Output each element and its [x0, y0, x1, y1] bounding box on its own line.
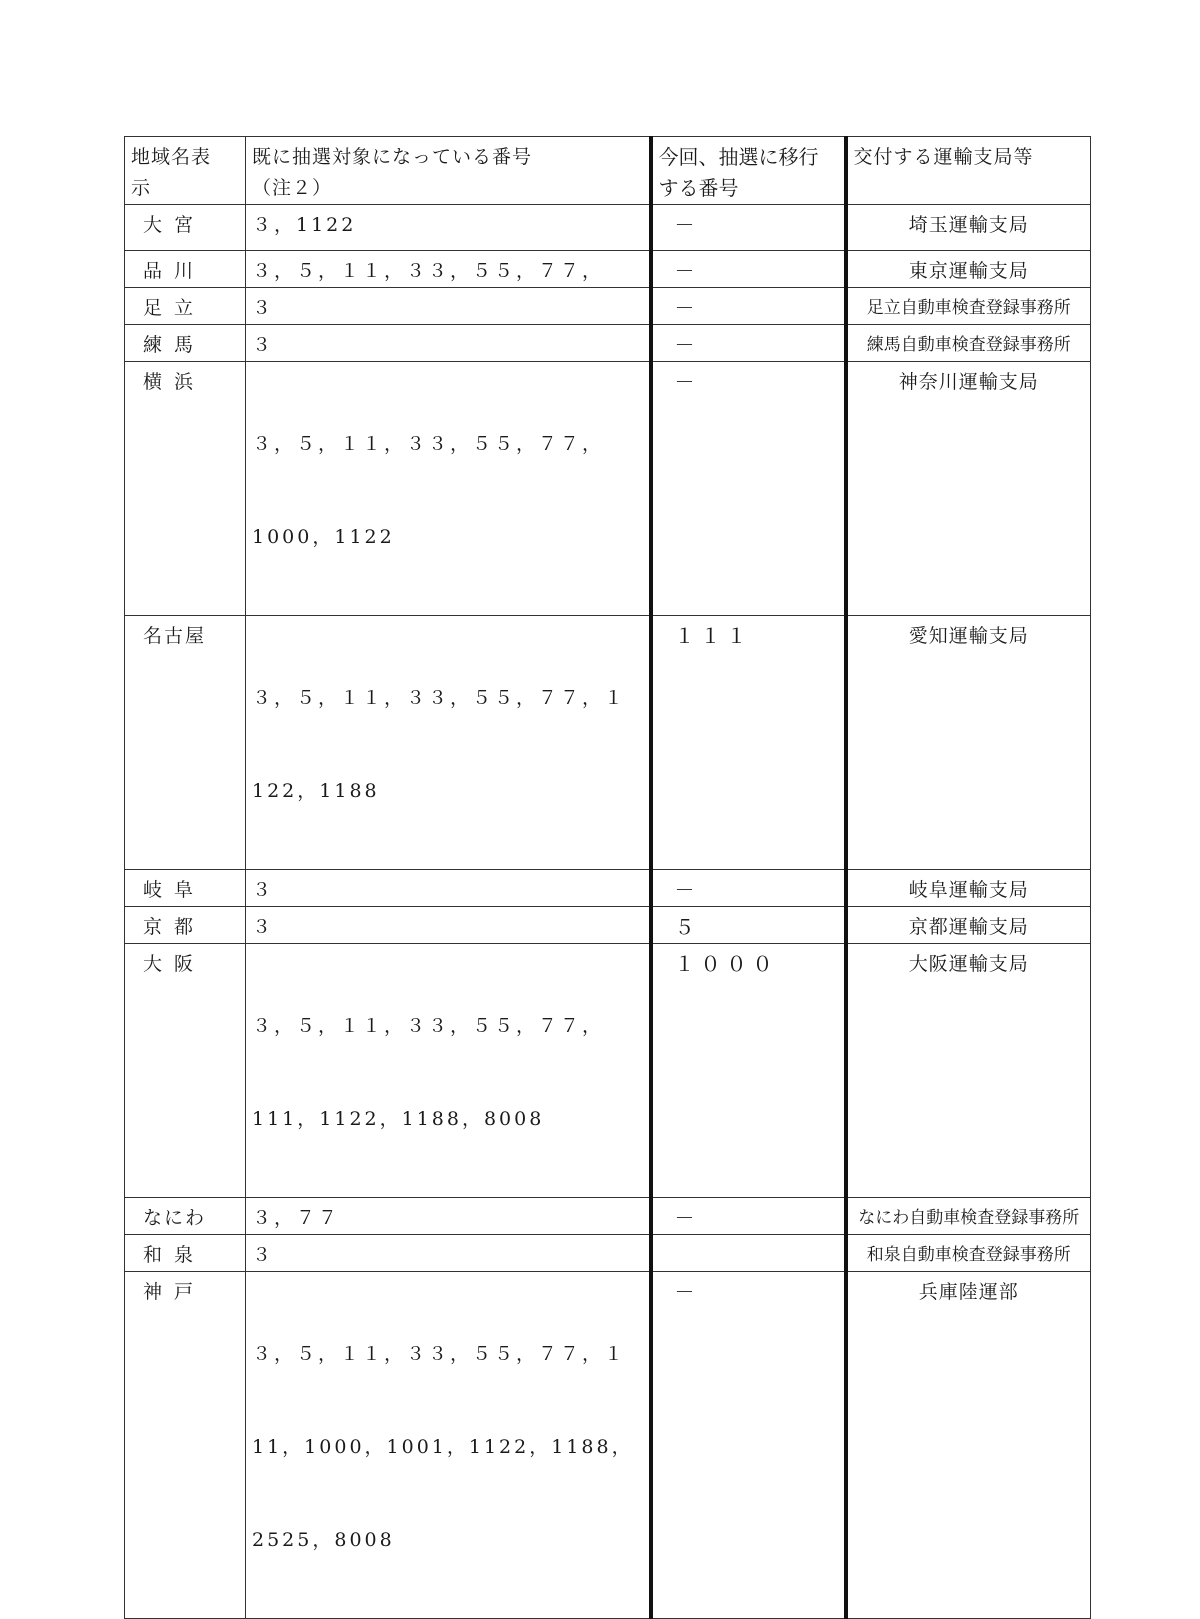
table-row	[125, 362, 1091, 616]
table-row	[125, 907, 1091, 944]
table-row	[125, 1235, 1091, 1272]
issuing-office: 和泉自動車検査登録事務所	[846, 1235, 1091, 1272]
existing-numbers: ３，５，１１，３３，５５，７７，１ 11，1000，1001，1122，1188， 2525，8008	[246, 1272, 651, 1619]
header-region: 地域名表 示	[125, 137, 246, 205]
issuing-office: 兵庫陸運部	[846, 1272, 1091, 1619]
new-numbers: －	[651, 870, 846, 907]
issuing-office: 京都運輸支局	[846, 907, 1091, 944]
region-name: 大宮	[125, 205, 246, 251]
new-numbers: －	[651, 288, 846, 325]
existing-numbers: ３，５，１１，３３，５５，７７， 111，1122，1188，8008	[246, 944, 651, 1198]
region-name: 練馬	[125, 325, 246, 362]
existing-numbers: ３	[246, 1235, 651, 1272]
region-name: 神戸	[125, 1272, 246, 1619]
new-numbers: １０００	[651, 944, 846, 1198]
document-page	[124, 136, 1091, 1619]
region-name: なにわ	[125, 1198, 246, 1235]
new-numbers	[651, 1235, 846, 1272]
existing-numbers: ３，７７	[246, 1198, 651, 1235]
table-row	[125, 288, 1091, 325]
region-name: 名古屋	[125, 616, 246, 870]
table-row	[125, 1272, 1091, 1619]
table-row	[125, 870, 1091, 907]
issuing-office: なにわ自動車検査登録事務所	[846, 1198, 1091, 1235]
new-numbers: －	[651, 205, 846, 251]
issuing-office: 愛知運輸支局	[846, 616, 1091, 870]
header-existing-numbers: 既に抽選対象になっている番号 （注２）	[246, 137, 651, 205]
table-header-row	[125, 137, 1091, 205]
table-row	[125, 251, 1091, 288]
header-office: 交付する運輸支局等	[846, 137, 1091, 205]
issuing-office: 足立自動車検査登録事務所	[846, 288, 1091, 325]
new-numbers: ５	[651, 907, 846, 944]
table-row	[125, 616, 1091, 870]
new-numbers: －	[651, 362, 846, 616]
region-name: 和泉	[125, 1235, 246, 1272]
new-numbers: －	[651, 325, 846, 362]
existing-numbers: ３，1122	[246, 205, 651, 251]
issuing-office: 大阪運輸支局	[846, 944, 1091, 1198]
new-numbers: －	[651, 1198, 846, 1235]
issuing-office: 神奈川運輸支局	[846, 362, 1091, 616]
existing-numbers: ３	[246, 907, 651, 944]
existing-numbers: ３，５，１１，３３，５５，７７，１ 122，1188	[246, 616, 651, 870]
new-numbers: －	[651, 1272, 846, 1619]
new-numbers: １１１	[651, 616, 846, 870]
existing-numbers: ３，５，１１，３３，５５，７７， 1000，1122	[246, 362, 651, 616]
table-row	[125, 205, 1091, 251]
new-numbers: －	[651, 251, 846, 288]
table-row	[125, 944, 1091, 1198]
table-row	[125, 1198, 1091, 1235]
issuing-office: 岐阜運輸支局	[846, 870, 1091, 907]
region-name: 横浜	[125, 362, 246, 616]
existing-numbers: ３，５，１１，３３，５５，７７，	[246, 251, 651, 288]
table-row	[125, 325, 1091, 362]
issuing-office: 東京運輸支局	[846, 251, 1091, 288]
region-name: 足立	[125, 288, 246, 325]
region-name: 京都	[125, 907, 246, 944]
existing-numbers: ３	[246, 870, 651, 907]
lottery-number-table	[124, 136, 1091, 1619]
header-new-numbers: 今回、抽選に移行 する番号	[651, 137, 846, 205]
issuing-office: 練馬自動車検査登録事務所	[846, 325, 1091, 362]
existing-numbers: ３	[246, 325, 651, 362]
issuing-office: 埼玉運輸支局	[846, 205, 1091, 251]
region-name: 大阪	[125, 944, 246, 1198]
existing-numbers: ３	[246, 288, 651, 325]
region-name: 岐阜	[125, 870, 246, 907]
region-name: 品川	[125, 251, 246, 288]
